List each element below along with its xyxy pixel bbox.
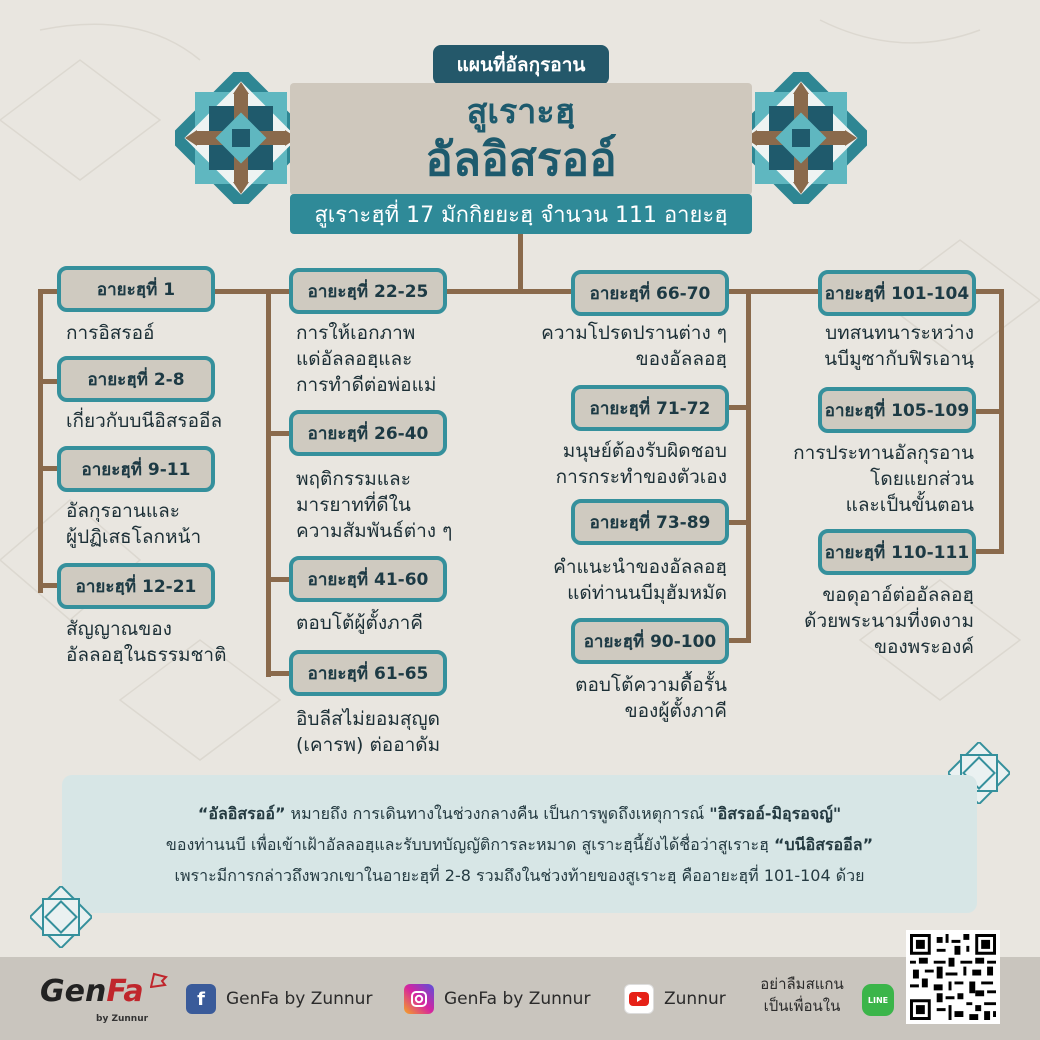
ayah-topic: ตอบโต้ผู้ตั้งภาคี: [296, 612, 424, 634]
ayah-topic: มนุษย์ต้องรับผิดชอบ การกระทำของตัวเอง: [555, 440, 727, 488]
brand-logo: GenFa: [40, 974, 144, 1009]
facebook-icon: f: [186, 984, 216, 1014]
col1-branch: [38, 583, 58, 588]
facebook-link[interactable]: f GenFa by Zunnur: [186, 984, 372, 1014]
surah-info: สูเราะฮฺที่ 17 มักกิยยะฮฺ จำนวน 111 อายะฮฺ: [290, 194, 752, 234]
ayah-topic: การประทานอัลกุรอาน โดยแยกส่วน และเป็นขั้นตอน: [793, 442, 974, 516]
ayah-range-pill: อายะฮฺที่ 90-100: [571, 618, 729, 664]
col1-connector: [38, 289, 43, 593]
map-tag: แผนที่อัลกุรอาน: [433, 45, 609, 85]
col3-branch: [728, 520, 751, 525]
small-ornament-icon: [30, 886, 92, 948]
ayah-range-pill: อายะฮฺที่ 1: [57, 266, 215, 312]
col1-branch: [38, 466, 58, 471]
ayah-topic: การให้เอกภาพ แด่อัลลอฮฺและ การทำดีต่อพ่อแม่: [296, 322, 437, 396]
note-line-3: เพราะมีการกล่าวถึงพวกเขาในอายะฮฺที่ 2-8 รวมถึงในช่วงท้ายของสูเราะฮฺ คืออายะฮฺที่ 101-104 ด้วย: [174, 865, 865, 885]
col4-branch: [973, 549, 1004, 554]
qr-code-icon: [910, 934, 996, 1020]
ayah-range-pill: อายะฮฺที่ 41-60: [289, 556, 447, 602]
explanation-note: [62, 775, 977, 913]
line-app-icon: LINE: [862, 984, 894, 1016]
brand-flag-icon: [150, 972, 168, 988]
trunk-connector: [518, 234, 523, 292]
ayah-topic: อิบลีสไม่ยอมสุญูด (เคารพ) ต่ออาดัม: [296, 708, 441, 756]
ayah-topic: ตอบโต้ความดื้อรั้น ของผู้ตั้งภาคี: [575, 674, 727, 722]
ayah-range-pill: อายะฮฺที่ 110-111: [818, 529, 976, 575]
ayah-topic: พฤติกรรมและ มารยาทที่ดีใน ความสัมพันธ์ต่าง ๆ: [296, 468, 453, 542]
ayah-range-pill: อายะฮฺที่ 9-11: [57, 446, 215, 492]
col2-branch: [266, 431, 290, 436]
col2-connector: [266, 289, 271, 677]
note-line-1: “อัลอิสรออ์” หมายถึง การเดินทางในช่วงกลางคืน เป็นการพูดถึงเหตุการณ์ "อิสรออ์-มิอฺรอจญ์": [197, 803, 842, 823]
ayah-topic: การอิสรออ์: [66, 322, 155, 344]
col4-connector: [999, 289, 1004, 554]
ayah-topic: เกี่ยวกับบนีอิสรออีล: [66, 410, 223, 432]
qr-code[interactable]: [906, 930, 1000, 1024]
ayah-range-pill: อายะฮฺที่ 105-109: [818, 387, 976, 433]
ayah-range-pill: อายะฮฺที่ 61-65: [289, 650, 447, 696]
ayah-topic: อัลกุรอานและ ผู้ปฏิเสธโลกหน้า: [66, 500, 202, 548]
title-box: [290, 83, 752, 195]
ayah-range-pill: อายะฮฺที่ 2-8: [57, 356, 215, 402]
note-line-2: ของท่านนบี เพื่อเข้าเฝ้าอัลลอฮฺและรับบทบัญญัติการละหมาด สูเราะฮฺนี้ยังได้ชื่อว่าสูเราะฮฺ “บนีอิสรออีล”: [165, 834, 874, 854]
ayah-range-pill: อายะฮฺที่ 66-70: [571, 270, 729, 316]
youtube-link[interactable]: Zunnur: [624, 984, 726, 1014]
brand-subtitle: by Zunnur: [96, 1014, 149, 1024]
col3-branch: [728, 405, 751, 410]
ayah-range-pill: อายะฮฺที่ 101-104: [818, 270, 976, 316]
ayah-range-pill: อายะฮฺที่ 71-72: [571, 385, 729, 431]
ayah-topic: ความโปรดปรานต่าง ๆ ของอัลลอฮฺ: [541, 322, 727, 370]
ayah-range-pill: อายะฮฺที่ 22-25: [289, 268, 447, 314]
surah-label: สูเราะฮฺ: [466, 92, 576, 132]
col3-branch: [728, 638, 751, 643]
ayah-range-pill: อายะฮฺที่ 26-40: [289, 410, 447, 456]
ayah-topic: สัญญาณของ อัลลอฮฺในธรรมชาติ: [66, 618, 227, 666]
col2-branch: [266, 671, 290, 676]
col2-branch: [266, 577, 290, 582]
col4-branch: [973, 409, 1004, 414]
left-ornament-icon: [175, 72, 307, 204]
instagram-link[interactable]: GenFa by Zunnur: [404, 984, 590, 1014]
right-ornament-icon: [735, 72, 867, 204]
col1-branch: [38, 379, 58, 384]
ayah-range-pill: อายะฮฺที่ 12-21: [57, 563, 215, 609]
ayah-topic: ขอดุอาอ์ต่ออัลลอฮฺ ด้วยพระนามที่งดงาม ของพระองค์: [804, 584, 974, 658]
ayah-topic: บทสนทนาระหว่าง นบีมูซากับฟิรเอานฺ: [824, 322, 974, 370]
youtube-icon: [624, 984, 654, 1014]
scan-prompt: อย่าลืมสแกน เป็นเพื่อนใน: [760, 975, 844, 1015]
ayah-range-pill: อายะฮฺที่ 73-89: [571, 499, 729, 545]
col3-connector: [746, 289, 751, 643]
instagram-icon: [404, 984, 434, 1014]
ayah-topic: คำแนะนำของอัลลอฮฺ แด่ท่านนบีมุฮัมหมัด: [553, 556, 727, 604]
surah-name: อัลอิสรออ์: [425, 132, 617, 186]
